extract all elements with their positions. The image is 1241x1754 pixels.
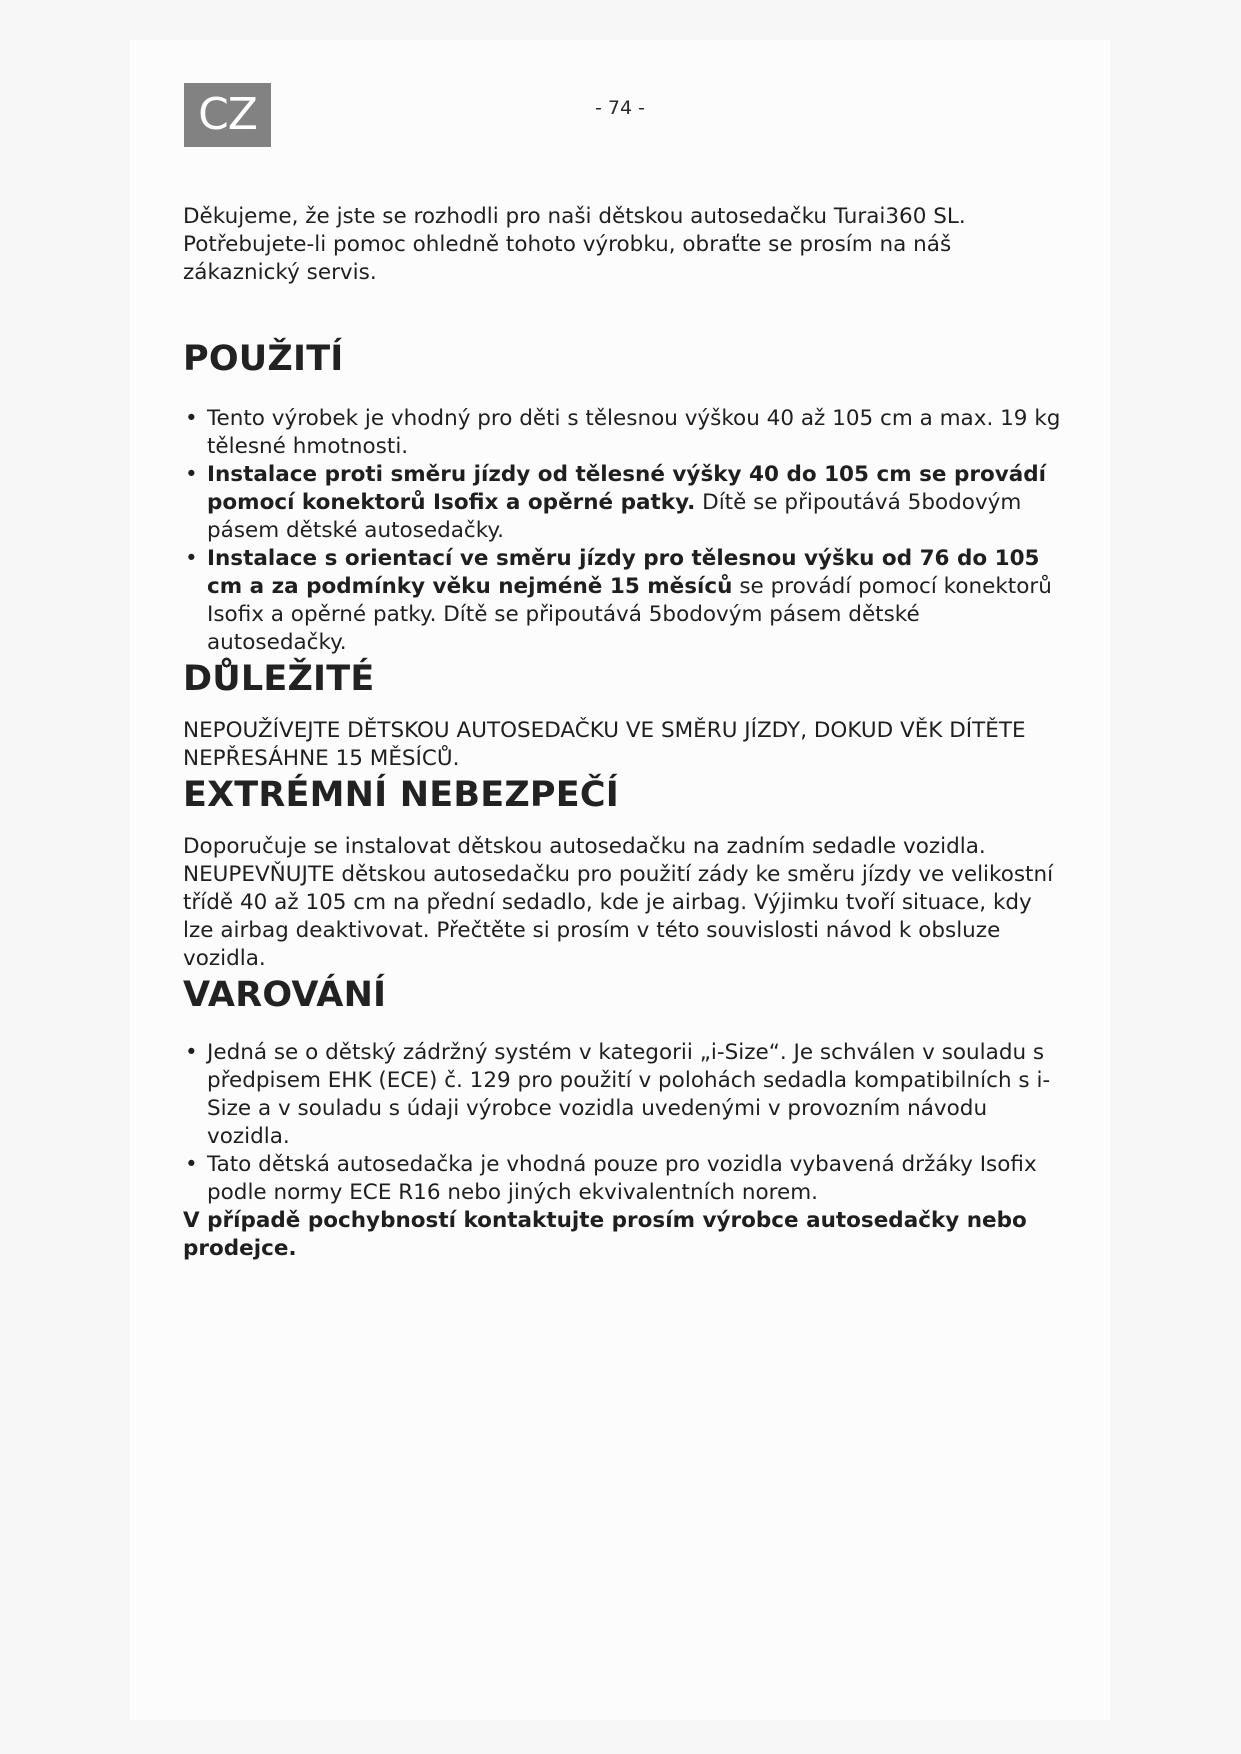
usage-item-2-text: Dítě se připoutává 5bodovým pásem dětské autosedačky. bbox=[207, 490, 1022, 543]
closing-note: V případě pochybností kontaktujte prosím výrobce autosedačky nebo prodejce. bbox=[183, 1208, 1027, 1261]
usage-item-2-bold: Instalace proti směru jízdy od tělesné výšky 40 do 105 cm se provádí pomocí konektorů Isofix a opěrné patky. bbox=[207, 462, 1047, 515]
important-text: NEPOUŽÍVEJTE DĚTSKOU AUTOSEDAČKU VE SMĚRU JÍZDY, DOKUD VĚK DÍTĚTE NEPŘESÁHNE 15 MĚSÍCŮ. bbox=[183, 718, 1026, 771]
list-item bbox=[183, 545, 1063, 657]
danger-heading: EXTRÉMNÍ NEBEZPEČÍ bbox=[183, 775, 619, 815]
list-item bbox=[183, 1151, 1063, 1207]
warning-item-2: Tato dětská autosedačka je vhodná pouze pro vozidla vybavená držáky Isofix podle normy ECE R16 nebo jiných ekvivalentních norem. bbox=[207, 1152, 1037, 1205]
warning-item-1: Jedná se o dětský zádržný systém v kategorii „i-Size“. Je schválen v souladu s předpisem EHK (ECE) č. 129 pro použití v polohách sedadla kompatibilních s i-Size a v souladu s údaji výrobce vozidla uvedenými v provozním návodu vozidla. bbox=[207, 1040, 1051, 1149]
danger-text: Doporučuje se instalovat dětskou autosedačku na zadním sedadle vozidla. NEUPEVŇUJTE dětskou autosedačku pro použití zády ke směru jízdy ve velikostní třídě 40 až 105 cm na přední sedadlo, kde je airbag. Výjimku tvoří situace, kdy lze airbag deaktivovat. Přečtěte si prosím v této souvislosti návod k obsluze vozidla. bbox=[183, 834, 1054, 971]
page-number: - 74 - bbox=[595, 97, 645, 119]
intro-paragraph: Děkujeme, že jste se rozhodli pro naši dětskou autosedačku Turai360 SL. Potřebujete-li pomoc ohledně tohoto výrobku, obraťte se prosím na náš zákaznický servis. bbox=[183, 204, 966, 285]
usage-heading: POUŽITÍ bbox=[183, 339, 344, 379]
usage-item-3-bold: Instalace s orientací ve směru jízdy pro tělesnou výšku od 76 do 105 cm a za podmínky věku nejméně 15 měsíců bbox=[207, 546, 1040, 599]
important-heading: DŮLEŽITÉ bbox=[183, 659, 375, 699]
list-item bbox=[183, 1039, 1063, 1151]
warning-heading: VAROVÁNÍ bbox=[183, 975, 387, 1015]
usage-item-1: Tento výrobek je vhodný pro děti s tělesnou výškou 40 až 105 cm a max. 19 kg tělesné hmotnosti. bbox=[207, 406, 1061, 459]
warning-list bbox=[183, 1039, 1063, 1207]
usage-list bbox=[183, 405, 1063, 657]
document-body bbox=[183, 203, 1063, 1263]
usage-item-3-text: se provádí pomocí konektorů Isofix a opěrné patky. Dítě se připoutává 5bodovým pásem dětské autosedačky. bbox=[207, 574, 1052, 655]
language-badge: CZ bbox=[184, 83, 271, 147]
list-item bbox=[183, 461, 1063, 545]
list-item bbox=[183, 405, 1063, 461]
